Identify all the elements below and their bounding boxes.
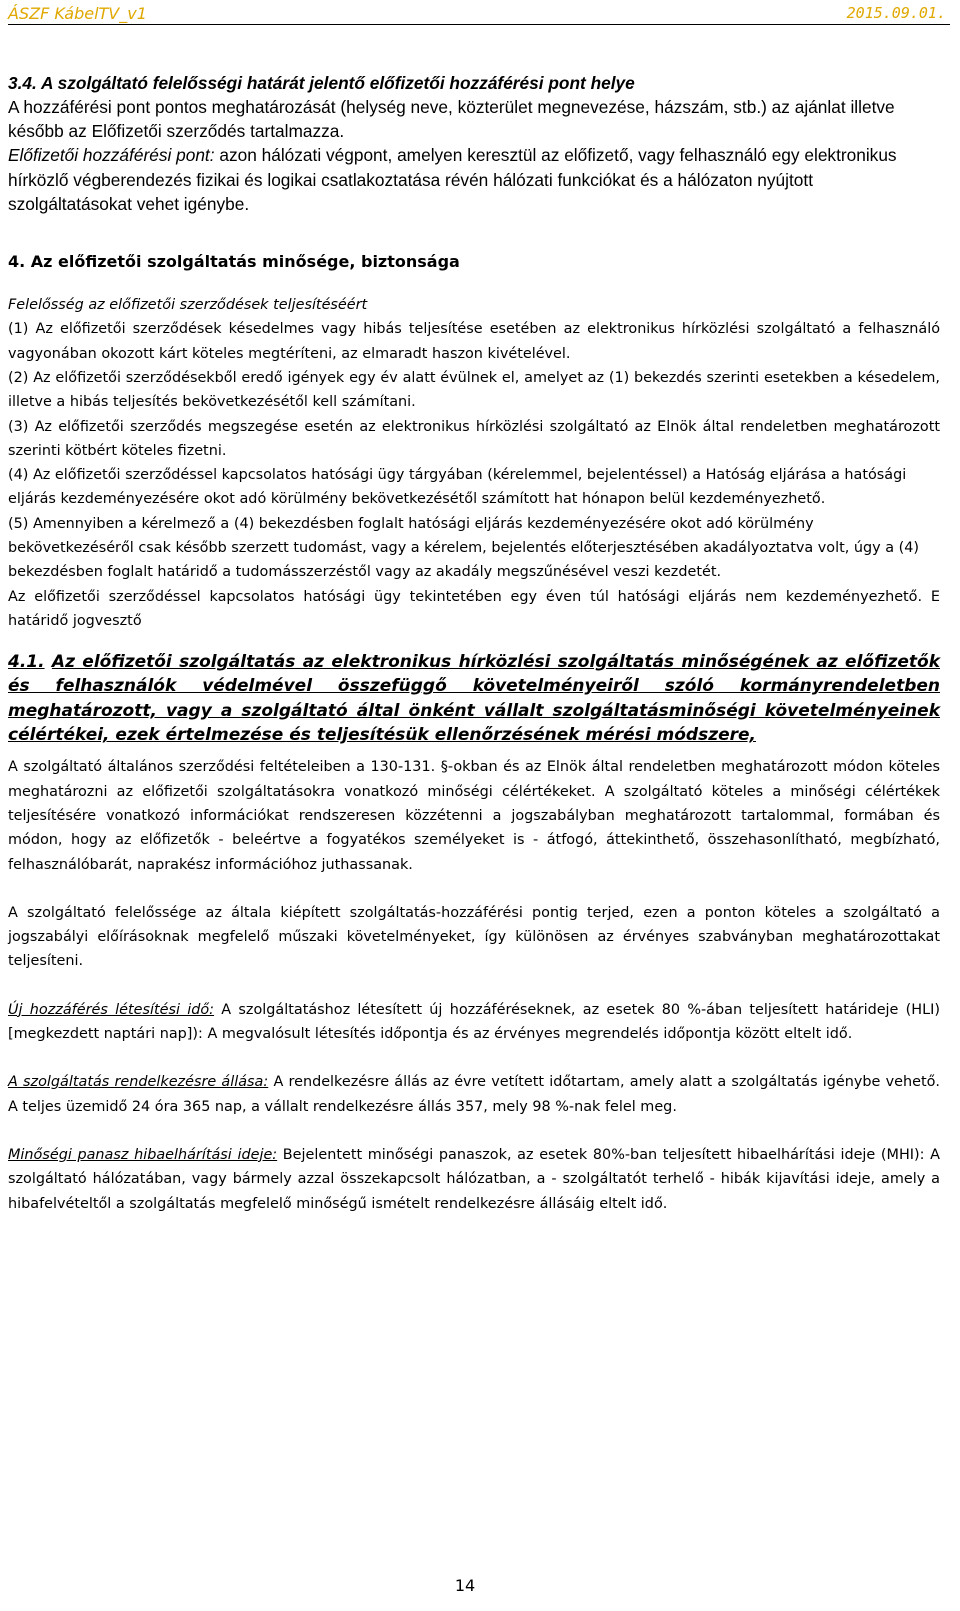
quality-item-term: A szolgáltatás rendelkezésre állása: [8, 1074, 269, 1091]
section-4-1-number: 4.1. [8, 652, 45, 673]
section-3-4-heading [8, 71, 940, 95]
header-date: 2015.09.01. [846, 4, 946, 22]
page-header [8, 4, 950, 25]
section-4-paragraph-5: (5) Amennyiben a kérelmező a (4) bekezdésben foglalt hatósági eljárás kezdeményezésére okot adó körülmény bekövetkezéséről csak később szerzett tudomást, vagy a kérelem, bejelentés előterjesztésében akadályoztatva volt, úgy a (4) bekezdésben foglalt határidő a tudomásszerzéstől vagy az akadály megszűnésével veszi kezdetét. [8, 515, 919, 581]
section-4-1-paragraph-2: A szolgáltató felelőssége az általa kiépített szolgáltatás-hozzáférési pontig terjed, ezen a ponton köteles a szolgáltató a jogszabályi előírásoknak megfelelő műszaki követelményeket, így különösen az érvényes szabványban meghatározottakat teljesíteni. [8, 904, 940, 970]
section-3-4-paragraph: A hozzáférési pont pontos meghatározását (helység neve, közterület megnevezése, házszám, stb.) az ajánlat illetve később az Előfizetői szerződés tartalmazza. [8, 97, 895, 142]
access-point-text: azon hálózati végpont, amelyen keresztül az előfizető, vagy felhasználó egy elektronikus hírközlő végberendezés fizikai és logikai csatlakoztatása révén hálózati funkciókat és a hálózaton nyújtott szolgáltatásokat vehet igénybe. [8, 145, 897, 214]
quality-item-text: A szolgáltatáshoz létesített új hozzáféréseknek, az esetek 80 %-ában teljesített határideje (HLI) [megkezdett naptári nap]): A megvalósult létesítés időpontja és az érvényes megrendelés időpontja között eltelt idő. [8, 1001, 940, 1043]
section-4-paragraph-3: (3) Az előfizetői szerződés megszegése esetén az elektronikus hírközlési szolgáltató az Elnök által rendeletben meghatározott szerinti kötbért köteles fizetni. [8, 418, 940, 459]
header-document-id: ÁSZF KábelTV_v1 [8, 4, 147, 23]
spacer [8, 1046, 940, 1070]
section-4-heading: 4. Az előfizetői szolgáltatás minősége, biztonsága [8, 252, 460, 272]
access-point-term: Előfizetői hozzáférési pont: [8, 145, 215, 166]
section-4-1-heading [8, 650, 940, 747]
section-4-paragraph-2: (2) Az előfizetői szerződésekből eredő igények egy év alatt évülnek el, amelyet az (1) bekezdés szerinti esetekben a késedelem, illetve a hibás teljesítés bekövetkezésétől kell számítani. [8, 369, 940, 411]
section-4-paragraph-4: (4) Az előfizetői szerződéssel kapcsolatos hatósági ügy tárgyában (kérelemmel, bejelentéssel) a Hatóság eljárása a hatósági eljárás kezdeményezésére okot adó körülmény bekövetkezésétől számított hat hónapon belül kezdeményezhető. [8, 467, 907, 508]
access-point-definition [8, 143, 940, 216]
section-4-1-title: Az előfizetői szolgáltatás az elektronikus hírközlési szolgáltatás minőségének az előfizetők és felhasználók védelmével összefüggő követelményeiről szóló kormányrendeletben meghatározott, vagy a szolgáltató által önként vállalt szolgáltatásminőségi követelményeinek célértékei, ezek értelmezése és teljesítésük ellenőrzésének mérési módszere, [8, 652, 940, 746]
spacer [8, 974, 940, 998]
page-number: 14 [454, 1576, 476, 1595]
quality-item-text: A rendelkezésre állás az évre vetített időtartam, amely alatt a szolgáltatás igénybe vehető. A teljes üzemidő 24 óra 365 nap, a vállalt rendelkezésre állás 357, mely 98 %-nak felel meg. [8, 1074, 940, 1115]
section-3-4-number: 3.4. [8, 73, 37, 93]
spacer [8, 877, 940, 901]
quality-item-installation-time [8, 998, 940, 1047]
section-4-1-paragraph-1: A szolgáltató általános szerződési feltételeiben a 130-131. §-okban és az Elnök által rendeletben meghatározott módon köteles meghatározni az előfizetői szolgáltatásokra vonatkozó minőségi célértékeket. A szolgáltató köteles a minőségi célértékek teljesítésére vonatkozó információkat rendszeresen közzétenni a jogszabályban meghatározott tartalommal, formában és módon, hogy az előfizetők - beleértve a fogyatékos személyeket is - átfogó, áttekinthető, összehasonlítható, megbízható, felhasználóbarát, naprakész információhoz juthassanak. [8, 759, 940, 873]
quality-item-availability [8, 1070, 940, 1119]
section-4-paragraph-6: Az előfizetői szerződéssel kapcsolatos hatósági ügy tekintetében egy éven túl hatósági eljárás nem kezdeményezhető. E határidő jogvesztő [8, 588, 940, 629]
page-body [8, 71, 940, 1216]
quality-item-repair-time [8, 1143, 940, 1216]
spacer [8, 1119, 940, 1143]
quality-item-text: Bejelentett minőségi panaszok, az esetek 80%-ban teljesített hibaelhárítási ideje (MHI): A szolgáltató hálózatában, vagy bármely azzal összekapcsolt hálózatban, a - szolgáltatót terhelő - hibák kijavítási ideje, amely a hibafelvételtől a szolgáltatás megfelelő minőségű ismételt rendelkezésre állásáig eltelt idő. [8, 1146, 940, 1212]
section-4-subtitle: Felelősség az előfizetői szerződések teljesítéséért [8, 297, 368, 314]
quality-item-term: Új hozzáférés létesítési idő: [8, 1001, 215, 1018]
quality-item-term: Minőségi panasz hibaelhárítási ideje: [8, 1146, 278, 1163]
section-3-4-title: A szolgáltató felelősségi határát jelentő előfizetői hozzáférési pont helye [41, 73, 635, 93]
section-4-paragraph-1: (1) Az előfizetői szerződések késedelmes vagy hibás teljesítése esetében az elektronikus hírközlési szolgáltató a felhasználó vagyonában okozott kárt köteles megtéríteni, az elmaradt haszon kivételével. [8, 321, 940, 362]
